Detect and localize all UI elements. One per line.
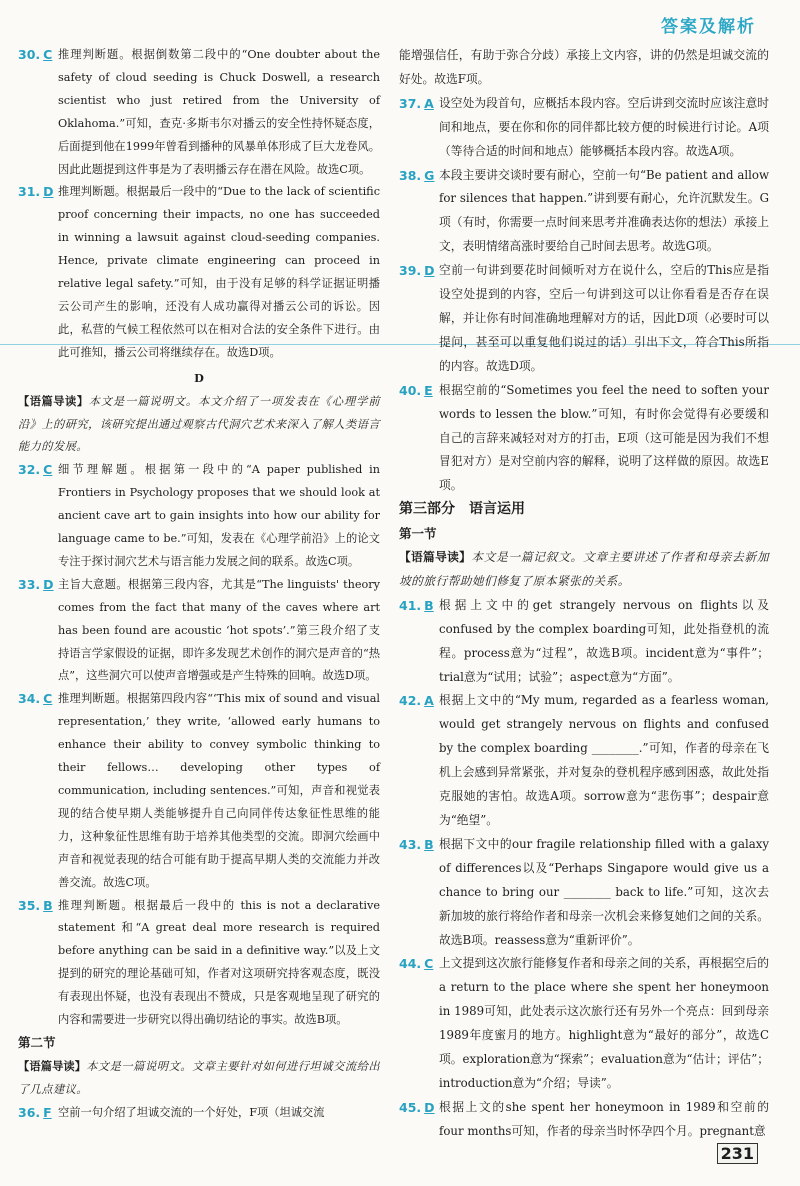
question-number-label: 41.: [399, 597, 422, 613]
explanation-text: 空前一句讲到要花时间倾听对方在说什么，空后的This应是指设空处提到的内容，空后一句讲到这可以让你看看是否存在误解，并让你有时间准确地理解对方的话，因此D项（必要时可以提问，甚至可以重复他们说过的话）引出下文，符合This所指的内容。故选D项。: [439, 263, 769, 373]
question-number: [18, 574, 54, 597]
part-heading: 第三部分 语言运用: [399, 501, 525, 518]
answer-item: [18, 574, 380, 689]
question-number-label: 36.: [18, 1104, 41, 1120]
answer-item: [399, 164, 769, 260]
question-number-label: 30.: [18, 47, 41, 62]
answer-letter: C: [43, 47, 53, 62]
explanation-text: 细节理解题。根据第一段中的“A paper published in Frontiers in Psychology proposes that we should look at ancient cave art to gain insights into how our ability for language came to be.”可知，发表在《心理学前沿》上的论文专注于探讨洞穴艺术与语言能力发展之间的联系。故选C项。: [58, 463, 380, 568]
question-number-label: 40.: [399, 382, 422, 398]
section-subheading: 第二节: [18, 1034, 56, 1050]
question-number: [399, 952, 433, 976]
passage-guide: [18, 390, 380, 460]
answer-item: [399, 689, 769, 832]
explanation-text: 设空处为段首句，应概括本段内容。空后讲到交流时应该注意时间和地点，要在你和你的同伴都比较方便的时候进行讨论。A项（等待合适的时间和地点）能够概括本段内容。故选A项。: [439, 95, 769, 158]
answer-letter: B: [424, 836, 434, 852]
answer-letter: D: [43, 184, 54, 200]
question-number: [399, 92, 434, 116]
answer-letter: B: [424, 597, 434, 613]
answer-letter: F: [43, 1104, 52, 1120]
question-number-label: 44.: [399, 956, 422, 972]
question-number: [399, 259, 435, 283]
question-number: [18, 688, 52, 711]
question-number: [399, 594, 434, 618]
question-number-label: 42.: [399, 693, 422, 709]
guide-tag: 【语篇导读】: [18, 393, 89, 408]
explanation-text: 根据空前的“Sometimes you feel the need to soften your words to lessen the blow.”可知，有时你会觉得有必要缓和自己的言辞来减轻对对方的打击，E项（这可能是因为我们不想冒犯对方）是对空前内容的解释，说明了这样做的原因。故选E项。: [439, 382, 769, 493]
explanation-text: 主旨大意题。根据第三段内容，尤其是“The linguists' theory comes from the fact that many of the caves where art has been found are acoustic ‘hot spots’.”第三段介绍了支持语言学家假设的证据，即许多发现艺术创作的洞穴是声音的“热点”，这些洞穴可以使声音增强或是产生特殊的回响。故选D项。: [58, 577, 380, 683]
question-number-label: 34.: [18, 691, 41, 707]
section-header-title: 答案及解析: [661, 17, 756, 37]
answer-letter: G: [424, 167, 435, 183]
explanation-text: 推理判断题。根据第四段内容“‘This mix of sound and visual representation,’ they write, ‘allowed early humans to enhance their ability to convey symbolic thinking to their fellows… developing other types of communication, including sentences.”可知，声音和视觉表现的结合使早期人类能够提升自己向同伴传达象征性思维的能力，这种象征性思维有助于培养其他类型的交流。即洞穴绘画中声音和视觉表现的结合可能有助于提高早期人类的交流能力并改善交流。故选C项。: [58, 692, 380, 889]
answer-letter: A: [424, 693, 434, 709]
explanation-text: 根据上文中的get strangely nervous on flights以及confused by the complex boarding可知，此处指登机的流程。process意为“过程”，故选B项。incident意为“事件”；trial意为“试用；试验”；aspect意为“方面”。: [439, 597, 769, 684]
answer-letter: B: [43, 897, 53, 913]
passage-section-label: D: [194, 370, 204, 385]
answer-item: [399, 92, 769, 164]
answer-item: [18, 895, 380, 1032]
passage-guide: [18, 1055, 380, 1102]
guide-text: 本文是一篇说明文。文章主要针对如何进行坦诚交流给出了几点建议。: [18, 1059, 380, 1096]
section-subheading: 第一节: [399, 526, 437, 542]
question-number: [18, 459, 52, 482]
question-number: [399, 689, 434, 713]
question-number-label: 43.: [399, 836, 422, 852]
explanation-text: 上文提到这次旅行能修复作者和母亲之间的关系，再根据空后的a return to the place where she spent her honeymoon in 1989可知，此处表示这次旅行还有另外一个亮点：回到母亲1989年度蜜月的地方。highlight意为“最好的部分”，故选C项。exploration意为“探索”；evaluation意为“估计；评估”；introduction意为“介绍；导读”。: [439, 956, 770, 1090]
guide-tag: 【语篇导读】: [18, 1058, 87, 1073]
question-number-label: 32.: [18, 462, 41, 478]
guide-text: 本文是一篇说明文。本文介绍了一项发表在《心理学前沿》上的研究，该研究提出通过观察古代洞穴艺术来深入了解人类语言能力的发展。: [18, 394, 380, 454]
answer-item: [399, 833, 769, 953]
answer-item: [18, 459, 380, 574]
question-number-label: 31.: [18, 184, 41, 200]
answer-item: [399, 594, 769, 690]
question-number-label: 37.: [399, 95, 422, 111]
continued-text: 能增强信任，有助于弥合分歧）承接上文内容，讲的仍然是坦诚交流的好处。故选F项。: [399, 48, 769, 86]
guide-tag: 【语篇导读】: [399, 550, 472, 565]
explanation-text: 推理判断题。根据最后一段中的“Due to the lack of scientific proof concerning their impacts, no one has succeeded in winning a lawsuit against cloud-seeding companies. Hence, private climate engineering can proceed in relative legal safety.”可知，由于没有足够的科学证据证明播云公司产生的影响，还没有人成功赢得对播云公司的诉讼。因此，私营的气候工程依然可以在相对合法的安全条件下进行。由此可推知，播云公司将继续存在。故选D项。: [58, 185, 380, 359]
answer-item: [18, 44, 380, 181]
explanation-text: 根据上文中的“My mum, regarded as a fearless woman, would get strangely nervous on flights and confused by the complex boarding ________.”可知，作者的母亲在飞机上会感到异常紧张，并对复杂的登机程序感到困惑，故此处指克服她的害怕。故选A项。sorrow意为“悲伤事”；despair意为“绝望”。: [439, 693, 769, 827]
answer-letter: C: [43, 462, 53, 478]
answer-letter: A: [424, 95, 434, 111]
question-number-label: 45.: [399, 1099, 422, 1115]
question-number: [18, 895, 53, 918]
answer-letter: D: [424, 263, 435, 279]
question-number: [18, 44, 52, 67]
left-column: [18, 44, 380, 1125]
passage-guide: [399, 546, 769, 594]
answer-item: [399, 259, 769, 379]
page-number: 231: [717, 1143, 758, 1164]
question-number-label: 39.: [399, 263, 422, 279]
answer-letter: C: [43, 691, 53, 707]
guide-text: 本文是一篇记叙文。文章主要讲述了作者和母亲去新加坡的旅行帮助她们修复了原本紧张的关系。: [399, 550, 769, 588]
answer-item: [18, 1102, 380, 1125]
answer-letter: E: [424, 382, 433, 398]
explanation-text: 推理判断题。根据最后一段中的 this is not a declarative statement 和“A great deal more research is required before anything can be said in a definitive way.”以及上文提到的研究的理论基础可知，作者对这项研究持客观态度，既没有表现出怀疑，也没有表现出不赞成，只是客观地呈现了研究的内容和需要进一步研究以得出确切结论的事实。故选B项。: [58, 898, 380, 1027]
answer-item: [18, 181, 380, 364]
explanation-text: 空前一句介绍了坦诚交流的一个好处，F项（坦诚交流: [58, 1105, 325, 1119]
question-number: [399, 1096, 435, 1120]
question-number: [399, 833, 434, 857]
explanation-text: 根据下文中的our fragile relationship filled with a galaxy of differences以及“Perhaps Singapore would give us a chance to bring our ________ back to life.”可知，这次去新加坡的旅行将给作者和母亲一次机会来修复她们之间的关系。故选B项。reassess意为“重新评价”。: [439, 836, 769, 947]
question-number-label: 38.: [399, 167, 422, 183]
question-number-label: 33.: [18, 576, 41, 592]
answer-item: [18, 688, 380, 894]
question-number: [18, 1102, 52, 1125]
explanation-text: 根据上文的she spent her honeymoon in 1989和空前的four months可知，作者的母亲当时怀孕四个月。pregnant意: [439, 1099, 769, 1138]
answer-item: [399, 379, 769, 499]
question-number: [18, 181, 54, 204]
question-number: [399, 164, 434, 188]
right-column: [399, 44, 769, 1144]
explanation-text: 本段主要讲交谈时要有耐心，空前一句“Be patient and allow for silences that happen.”讲到要有耐心，允许沉默发生。G项（有时，你需要一点时间来思考并准确表达你的想法）承接上文，表明情绪高涨时要给自己时间去思考。故选G项。: [439, 167, 769, 254]
answer-item: [399, 1096, 769, 1144]
answer-letter: D: [43, 576, 54, 592]
question-number-label: 35.: [18, 897, 41, 913]
answer-letter: D: [424, 1099, 435, 1115]
explanation-text: 推理判断题。根据倒数第二段中的“One doubter about the safety of cloud seeding is Chuck Doswell, a research scientist who just retired from the University of Oklahoma.”可知，查克·多斯韦尔对播云的安全性持怀疑态度，后面提到他在1999年曾看到播种的风暴单体形成了巨大龙卷风。因此此题提到这件事是为了表明播云存在潜在风险。故选C项。: [58, 48, 380, 176]
question-number: [399, 379, 433, 403]
answer-letter: C: [424, 956, 434, 972]
answer-item: [399, 952, 769, 1095]
